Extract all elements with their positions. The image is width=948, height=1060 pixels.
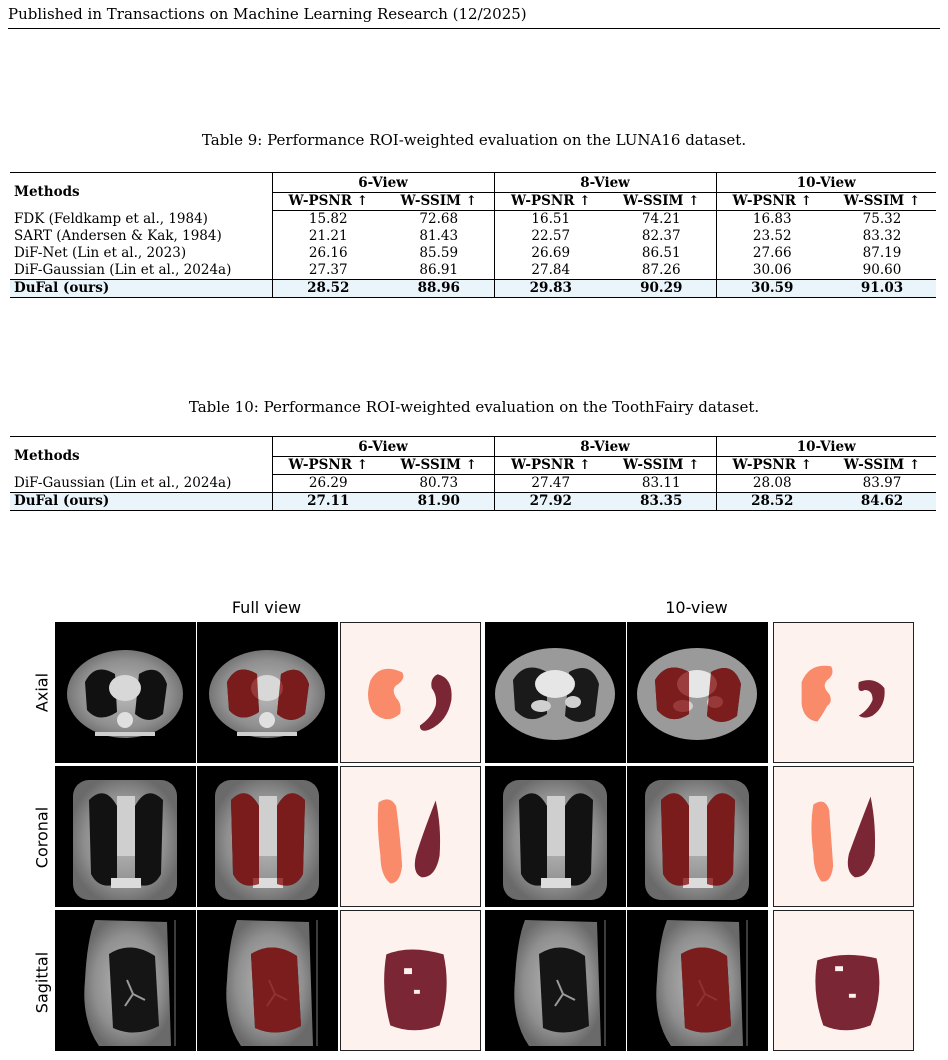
value-cell: 26.29: [308, 475, 348, 491]
seg-sagittal-full: [340, 910, 481, 1051]
seg-coronal-full: [340, 766, 481, 907]
value-cell: 21.21: [308, 228, 348, 244]
value-cell: 28.52: [272, 280, 384, 298]
value-cell: 29.83: [494, 280, 607, 298]
metric-header: W-SSIM ↑: [828, 193, 936, 211]
ct-coronal-10view: [485, 766, 626, 907]
value-cell: 22.57: [531, 228, 571, 244]
metric-header: W-SSIM ↑: [384, 457, 494, 475]
ct-sagittal-full-overlay: [197, 910, 338, 1051]
value-cell: 82.37: [607, 228, 716, 245]
metric-header: W-PSNR ↑: [716, 193, 828, 211]
header-rule: [8, 28, 940, 29]
value-cell: 28.08: [752, 475, 792, 491]
value-cell: 30.59: [716, 280, 828, 298]
ct-sagittal-10view-overlay: [627, 910, 768, 1051]
segmentation-mask: [774, 911, 913, 1050]
value-cell: 90.29: [607, 280, 716, 298]
seg-axial-10view: [773, 622, 914, 763]
ct-overlay-image: [627, 622, 768, 763]
ct-axial-full-overlay: [197, 622, 338, 763]
value-cell: 83.11: [607, 475, 716, 493]
segmentation-mask: [341, 767, 480, 906]
metric-header: W-PSNR ↑: [494, 457, 607, 475]
seg-sagittal-10view: [773, 910, 914, 1051]
method-cell: DuFal (ours): [10, 493, 272, 511]
table-row-ours: [10, 493, 936, 511]
ct-image: [55, 910, 196, 1051]
value-cell: 88.96: [384, 280, 494, 298]
ct-overlay-image: [627, 766, 768, 907]
ct-overlay-image: [197, 622, 338, 763]
ct-image: [485, 622, 626, 763]
metric-header: W-SSIM ↑: [607, 457, 716, 475]
value-cell: 26.69: [531, 245, 571, 261]
table-row: [10, 262, 936, 280]
seg-axial-full: [340, 622, 481, 763]
value-cell: 16.51: [531, 211, 571, 227]
metric-header: W-PSNR ↑: [716, 457, 828, 475]
metric-header: W-PSNR ↑: [272, 193, 384, 211]
value-cell: 15.82: [308, 211, 348, 227]
ct-coronal-10view-overlay: [627, 766, 768, 907]
segmentation-mask: [774, 767, 913, 906]
method-cell: FDK (Feldkamp et al., 1984): [10, 211, 272, 229]
ct-image: [55, 766, 196, 907]
value-cell: 83.35: [607, 493, 716, 511]
table10: [10, 436, 936, 511]
value-cell: 87.19: [862, 245, 902, 261]
segmentation-mask: [341, 623, 480, 762]
value-cell: 87.26: [607, 262, 716, 280]
value-cell: 27.92: [494, 493, 607, 511]
methods-header: Methods: [10, 437, 272, 475]
table9-caption: Table 9: Performance ROI-weighted evaluation on the LUNA16 dataset.: [201, 131, 747, 149]
row-label-sagittal: Sagittal: [32, 951, 52, 1014]
column-title-10-view: 10-view: [665, 598, 728, 617]
table9: [10, 172, 936, 298]
value-cell: 81.90: [384, 493, 494, 511]
running-head: Published in Transactions on Machine Learning Research (12/2025): [8, 5, 527, 23]
segmentation-mask: [774, 623, 913, 762]
ct-overlay-image: [627, 910, 768, 1051]
table-row: [10, 475, 936, 493]
group-header: 10-View: [716, 173, 936, 193]
method-cell: DiF-Gaussian (Lin et al., 2024a): [10, 475, 272, 493]
metric-header: W-SSIM ↑: [828, 457, 936, 475]
ct-coronal-full: [55, 766, 196, 907]
method-cell: DuFal (ours): [10, 280, 272, 298]
value-cell: 80.73: [384, 475, 494, 493]
value-cell: 27.37: [308, 262, 348, 278]
value-cell: 86.51: [607, 245, 716, 262]
method-cell: DiF-Net (Lin et al., 2023): [10, 245, 272, 262]
value-cell: 86.91: [384, 262, 494, 280]
row-label-coronal: Coronal: [32, 806, 52, 869]
column-title-full-view: Full view: [231, 598, 302, 617]
value-cell: 83.32: [862, 228, 902, 244]
table-row: [10, 245, 936, 262]
metric-header: W-PSNR ↑: [272, 457, 384, 475]
row-label-axial: Axial: [32, 672, 52, 713]
ct-image: [485, 766, 626, 907]
table-row: [10, 211, 936, 229]
methods-header: Methods: [10, 173, 272, 211]
value-cell: 74.21: [607, 211, 716, 229]
group-header: 10-View: [716, 437, 936, 457]
value-cell: 90.60: [862, 262, 902, 278]
metric-header: W-SSIM ↑: [607, 193, 716, 211]
value-cell: 27.47: [531, 475, 571, 491]
ct-image: [55, 622, 196, 763]
value-cell: 84.62: [828, 493, 936, 511]
table-row-ours: [10, 280, 936, 298]
value-cell: 83.97: [862, 475, 902, 491]
value-cell: 27.11: [272, 493, 384, 511]
value-cell: 16.83: [752, 211, 792, 227]
value-cell: 26.16: [308, 245, 348, 261]
group-header: 6-View: [272, 173, 494, 193]
value-cell: 30.06: [752, 262, 792, 278]
group-header: 6-View: [272, 437, 494, 457]
ct-axial-10view-overlay: [627, 622, 768, 763]
ct-image: [485, 910, 626, 1051]
table10-caption: Table 10: Performance ROI-weighted evaluation on the ToothFairy dataset.: [188, 398, 760, 416]
method-cell: DiF-Gaussian (Lin et al., 2024a): [10, 262, 272, 280]
ct-coronal-full-overlay: [197, 766, 338, 907]
value-cell: 27.66: [752, 245, 792, 261]
ct-overlay-image: [197, 766, 338, 907]
value-cell: 91.03: [828, 280, 936, 298]
metric-header: W-PSNR ↑: [494, 193, 607, 211]
value-cell: 72.68: [384, 211, 494, 229]
ct-overlay-image: [197, 910, 338, 1051]
ct-sagittal-10view: [485, 910, 626, 1051]
ct-axial-10view: [485, 622, 626, 763]
group-header: 8-View: [494, 437, 716, 457]
group-header: 8-View: [494, 173, 716, 193]
ct-axial-full: [55, 622, 196, 763]
seg-coronal-10view: [773, 766, 914, 907]
metric-header: W-SSIM ↑: [384, 193, 494, 211]
value-cell: 28.52: [716, 493, 828, 511]
ct-sagittal-full: [55, 910, 196, 1051]
method-cell: SART (Andersen & Kak, 1984): [10, 228, 272, 245]
segmentation-mask: [341, 911, 480, 1050]
value-cell: 27.84: [531, 262, 571, 278]
value-cell: 81.43: [384, 228, 494, 245]
value-cell: 85.59: [384, 245, 494, 262]
table-row: [10, 228, 936, 245]
value-cell: 75.32: [862, 211, 902, 227]
value-cell: 23.52: [752, 228, 792, 244]
